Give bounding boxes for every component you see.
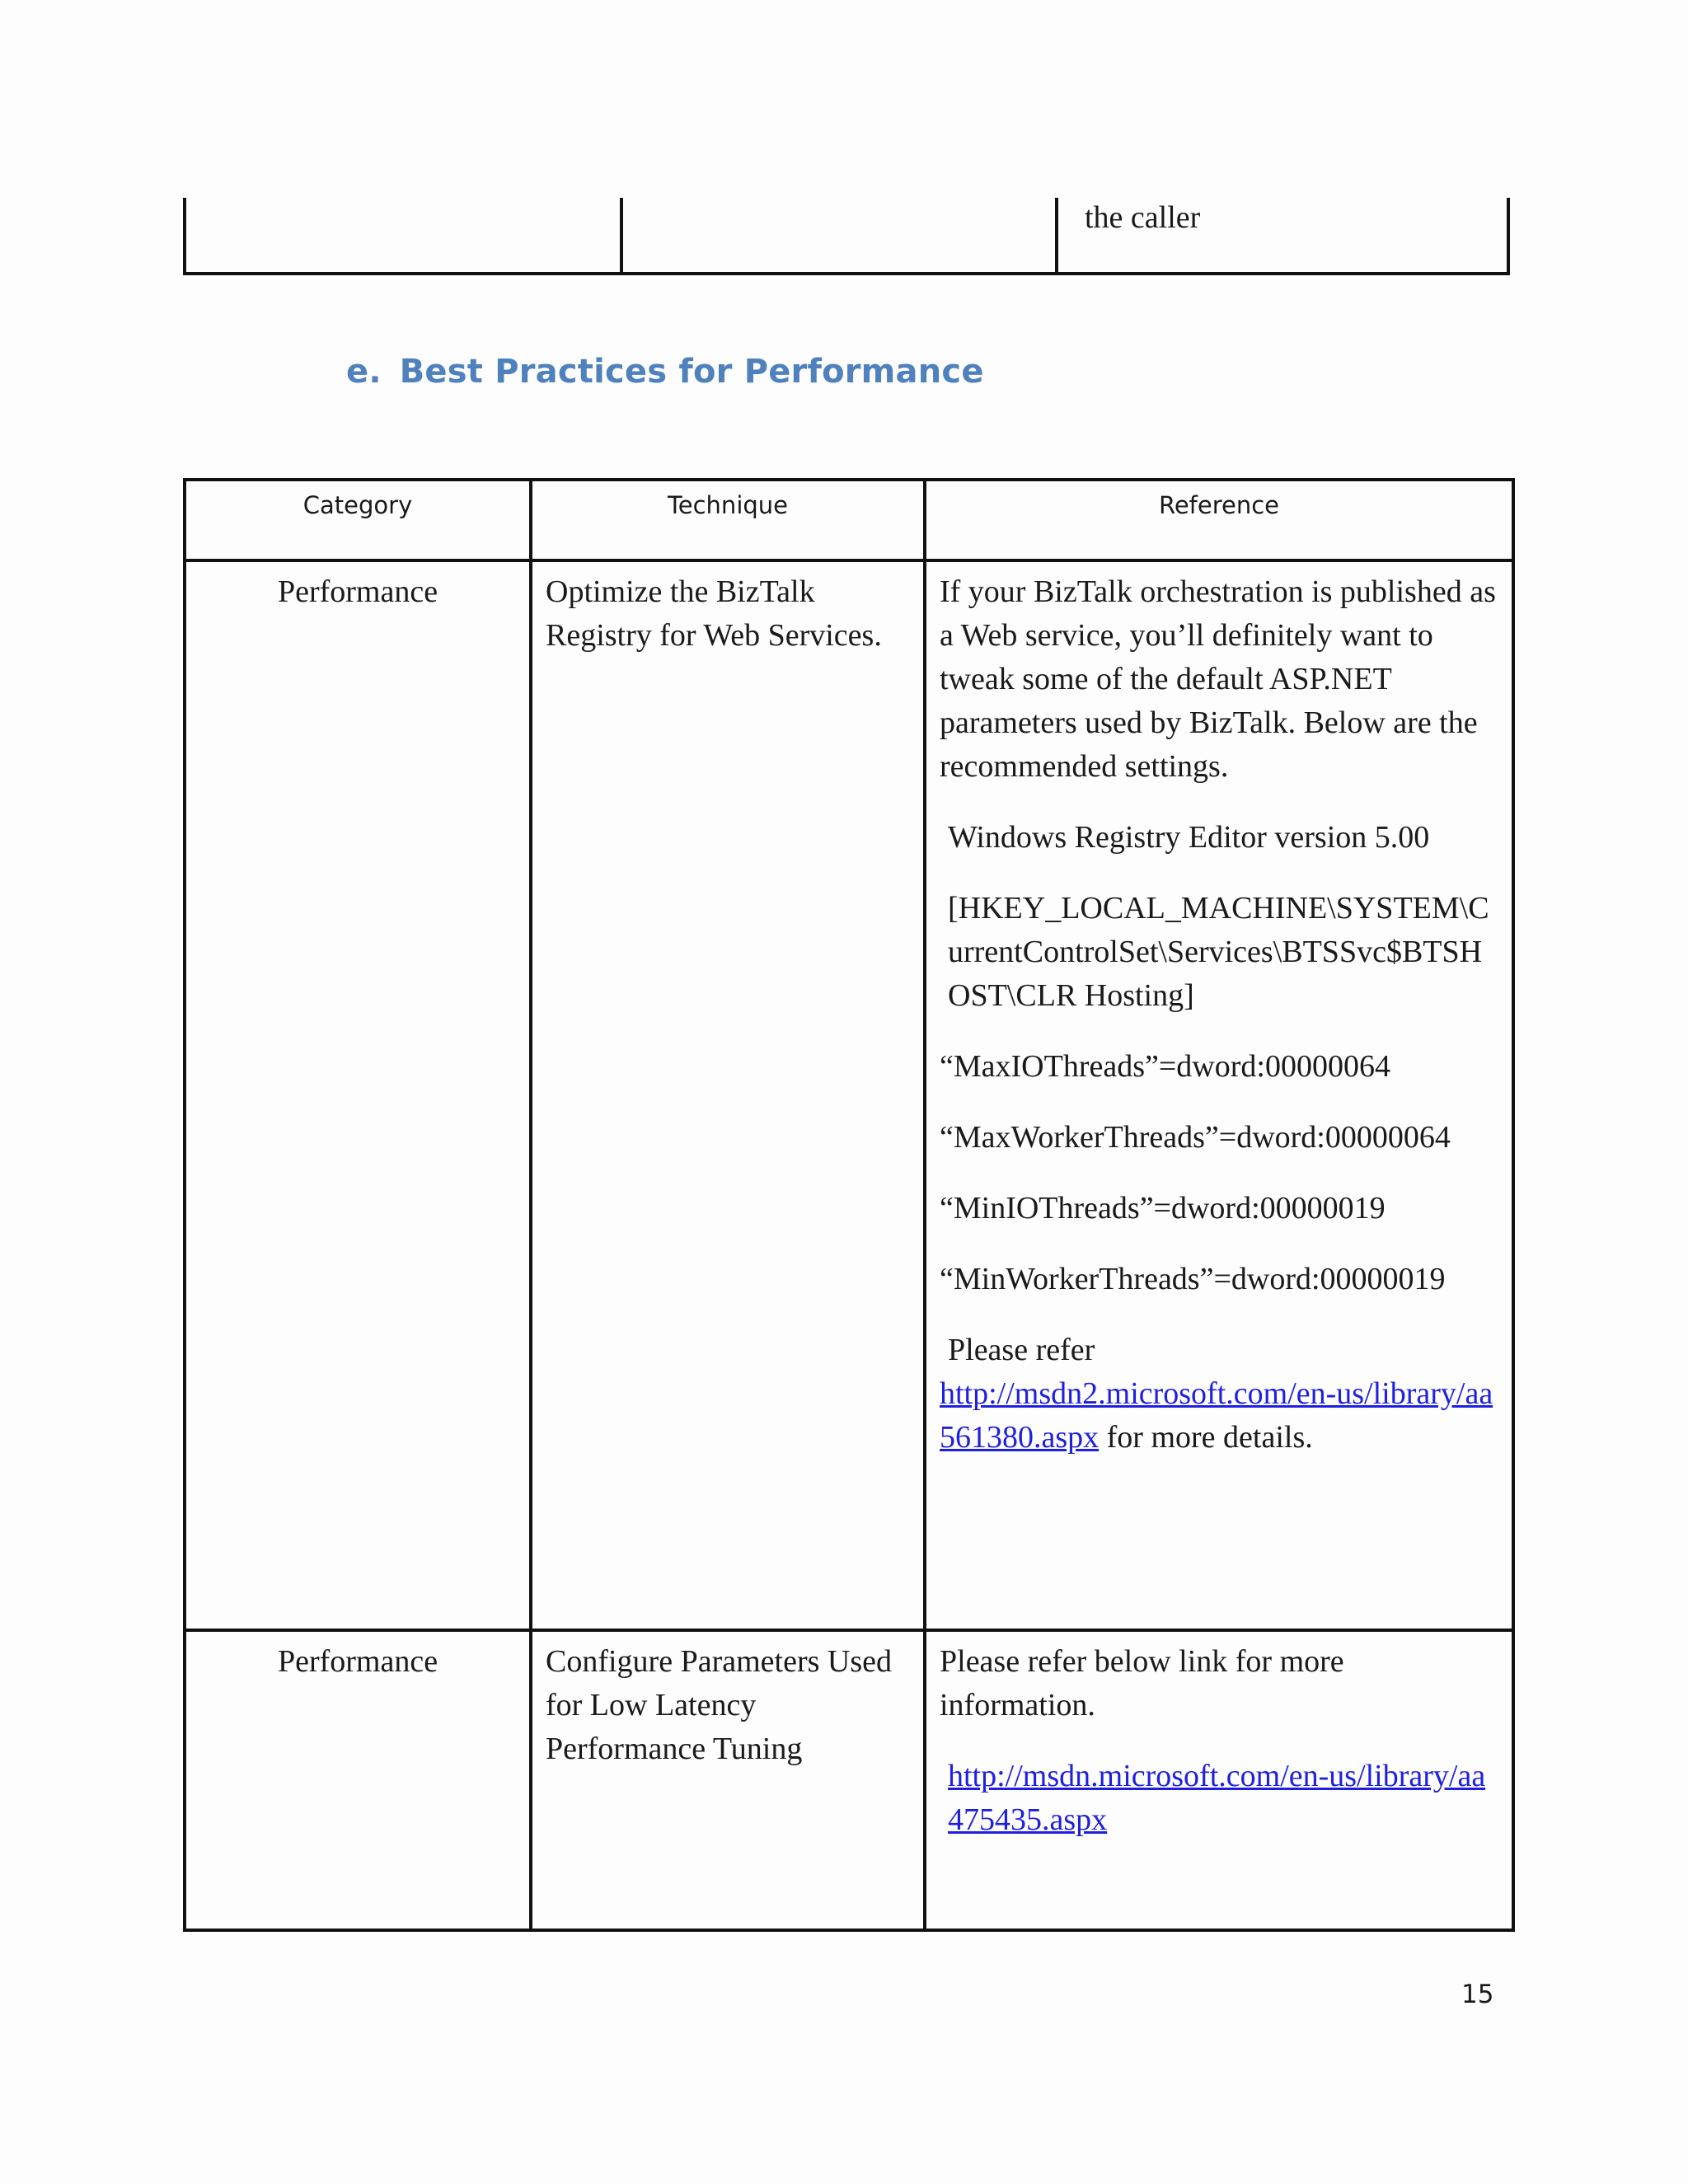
reference-registry-version: Windows Registry Editor version 5.00: [948, 820, 1430, 855]
reference-more: [940, 1329, 1498, 1460]
reference-intro: Please refer below link for more information.: [940, 1644, 1344, 1722]
row-technique: Configure Parameters Used for Low Latency Performance Tuning: [531, 1630, 925, 1930]
reference-link[interactable]: http://msdn2.microsoft.com/en-us/library/aa561380.aspx: [940, 1376, 1493, 1455]
page-number: 15: [1461, 1980, 1494, 2009]
header-reference: Reference: [925, 480, 1513, 560]
header-technique: Technique: [531, 480, 925, 560]
refer-text: Please refer: [948, 1333, 1095, 1367]
table-header-row: [185, 480, 1513, 560]
table-row: [185, 560, 1513, 1630]
reference-intro: If your BizTalk orchestration is published as a Web service, you’ll definitely want to tweak some of the default ASP.NET parameters used by BizTalk. Below are the recommended settings.: [940, 574, 1496, 784]
previous-table-fragment: [183, 198, 1510, 275]
section-title: Best Practices for Performance: [399, 353, 984, 391]
reference-registry-key: [HKEY_LOCAL_MACHINE\SYSTEM\CurrentControlSet\Services\BTSSvc$BTSHOST\CLR Hosting]: [948, 891, 1489, 1013]
table-row: [185, 1630, 1513, 1930]
reference-value: “MinWorkerThreads”=dword:00000019: [940, 1262, 1446, 1296]
reference-value: “MinIOThreads”=dword:00000019: [940, 1191, 1386, 1226]
row-reference: [925, 560, 1513, 1630]
row-reference: [925, 1630, 1513, 1930]
column-divider: [620, 198, 623, 272]
header-category: Category: [185, 480, 531, 560]
fragment-cell-text: the caller: [1085, 200, 1201, 235]
tail-text: for more details.: [1106, 1420, 1313, 1455]
section-number: e.: [346, 353, 382, 391]
reference-value: “MaxWorkerThreads”=dword:00000064: [940, 1120, 1451, 1155]
row-technique: Optimize the BizTalk Registry for Web Services.: [531, 560, 925, 1630]
section-heading: [346, 353, 984, 391]
reference-value: “MaxIOThreads”=dword:00000064: [940, 1049, 1390, 1084]
reference-link-para: [940, 1755, 1498, 1842]
column-divider: [1055, 198, 1058, 272]
reference-link[interactable]: http://msdn.microsoft.com/en-us/library/aa475435.aspx: [948, 1759, 1486, 1837]
best-practices-table: [183, 478, 1515, 1932]
row-category: Performance: [185, 1630, 531, 1930]
row-category: Performance: [185, 560, 531, 1630]
